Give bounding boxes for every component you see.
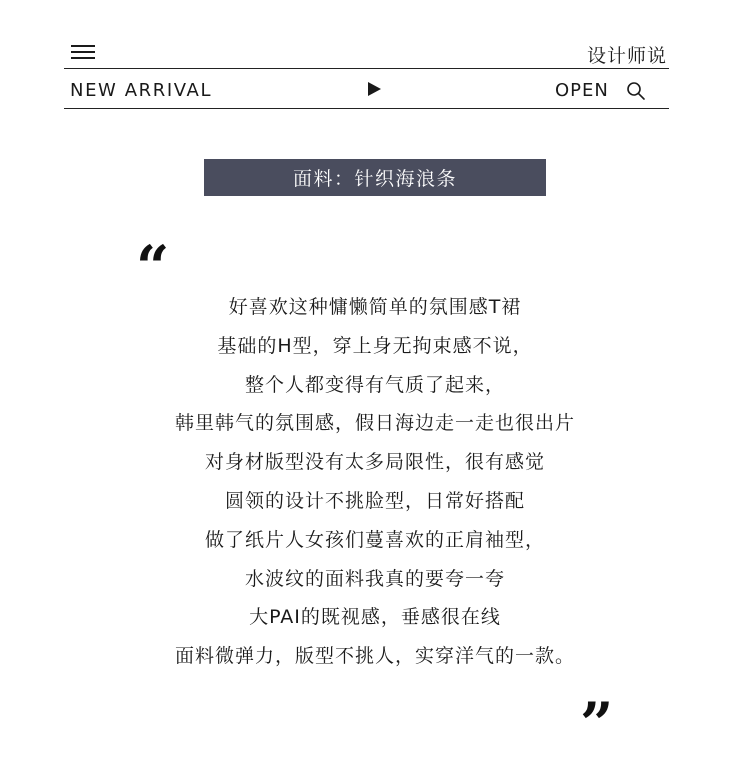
hamburger-icon[interactable] xyxy=(71,45,95,61)
fabric-title-box xyxy=(204,159,546,196)
brand-label: 设计师说 xyxy=(586,45,667,67)
quote-line: 基础的H型，穿上身无拘束感不说， xyxy=(217,334,533,357)
quote-line: 水波纹的面料我真的要夸一夸 xyxy=(244,567,505,590)
quote-line: 面料微弹力，版型不挑人，实穿洋气的一款。 xyxy=(174,645,575,668)
fabric-title: 面料：针织海浪条 xyxy=(292,168,457,190)
quote-line: 好喜欢这种慵懒简单的氛围感T裙 xyxy=(228,296,522,318)
search-icon[interactable] xyxy=(626,81,646,101)
nav-bar xyxy=(64,69,669,109)
top-bar xyxy=(64,38,669,69)
quote-text-block xyxy=(0,288,750,676)
quote-line: 对身材版型没有太多局限性，很有感觉 xyxy=(204,451,545,474)
quote-line: 圆领的设计不挑脸型，日常好搭配 xyxy=(224,489,525,512)
quote-line: 大PAI的既视感，垂感很在线 xyxy=(249,606,501,629)
quote-line: 做了纸片人女孩们蔓喜欢的正肩袖型， xyxy=(204,528,545,551)
close-quote-mark: ” xyxy=(580,690,614,758)
quote-line: 整个人都变得有气质了起来， xyxy=(244,373,505,396)
open-quote-mark: “ xyxy=(136,233,170,301)
open-button[interactable]: OPEN xyxy=(555,80,609,101)
quote-line: 韩里韩气的氛围感，假日海边走一走也很出片 xyxy=(174,412,575,435)
play-icon[interactable] xyxy=(368,82,381,96)
new-arrival-label: NEW ARRIVAL xyxy=(70,80,213,101)
